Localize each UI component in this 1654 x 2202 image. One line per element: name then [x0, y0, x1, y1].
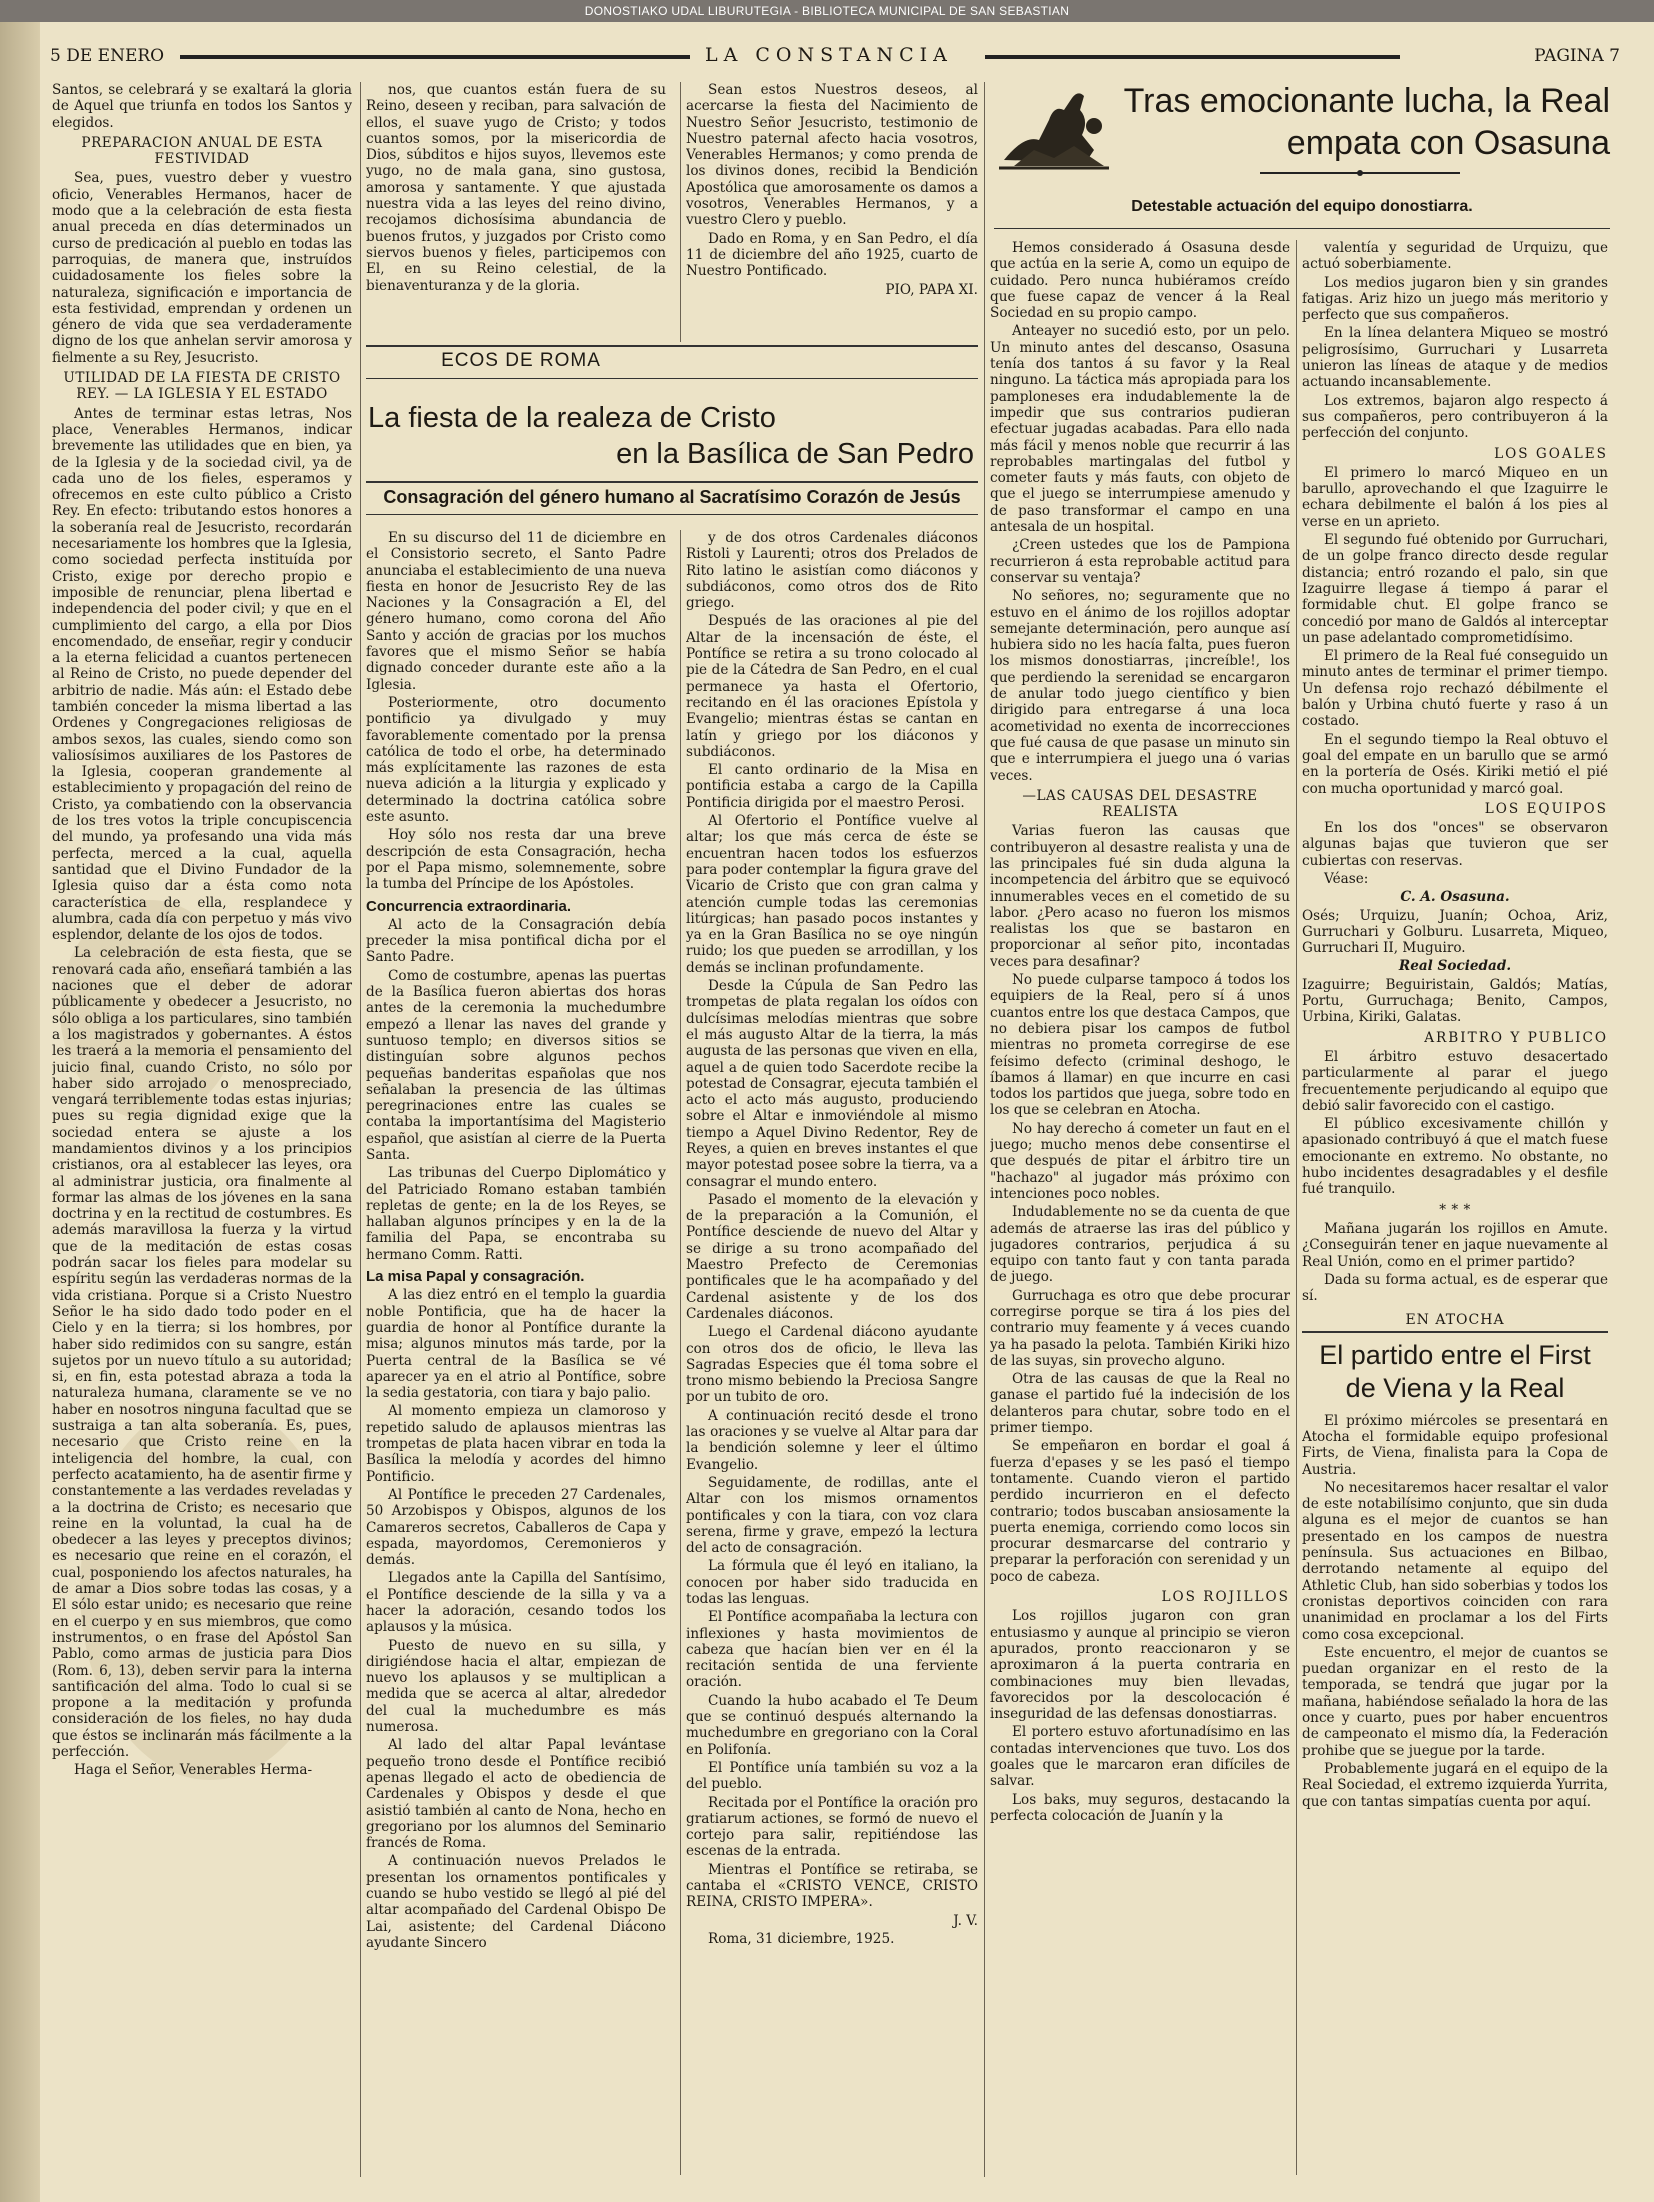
dateline: Roma, 31 diciembre, 1925. [708, 1930, 895, 1947]
headline-rule [366, 481, 978, 483]
paragraph: No puede culparse tampoco á todos los equipiers de la Real, pero sí á unos cuantos entre los que destaca Campos, que no debiera pisar los campos de futbol mientras no prometa corregirse de ese feísimo defecto (criminal deshogo, le íbamos á llamar) en que incurre en casi todos los partidos que juega, sobre todo en los que se celebran en Atocha. [990, 972, 1290, 1119]
paragraph: A continuación recitó desde el trono las oraciones y se vuelve al Altar para dar la bendición solemne y leer el último Evangelio. [686, 1407, 978, 1473]
paragraph: Sea, pues, vuestro deber y vuestro oficio, Venerables Hermanos, hacer de modo que a la celebración de esta fiesta anual preceda en días determinados un curso de predicación al pueblo en todas las parroquias, de manera que, instruídos cuidadosamente los fieles sobre la naturaleza, significación e importancia de esta festividad, emprendan y ordenen un género de vida que sea verdaderamente digno de los que anhelan servir amorosa y fielmente a su Rey, Jesucristo. [52, 170, 352, 366]
section-heading: LOS ROJILLOS [1161, 1589, 1290, 1606]
paragraph: y de dos otros Cardenales diáconos Ristoli y Laurenti; otros dos Prelados de Rito latino le asistían como diáconos y subdiáconos, como otros dos de Rito griego. [686, 530, 978, 612]
paragraph: A las diez entró en el templo la guardia noble Pontificia, que ha de hacer la guardia de honor al Pontífice durante la misa; algunos minutos más tarde, por la Puerta central de la Basílica se vé aparecer ya en el atrio al Pontífice, sobre la sedia gestatoria, con tiara y bajo palio. [366, 1287, 666, 1402]
paragraph: No necesitaremos hacer resaltar el valor de este notabilísimo conjunto, que sin duda alguna es el mejor de cuantos se han presentado en los campos de nuestra península. Sus actuaciones en Bilbao, derrotando netamente al equipo del Athletic Club, han sido soberbias y todos los cronistas deportivos coinciden con rara unanimidad en proclamar a los del Firts como cosa excepcional. [1302, 1479, 1608, 1643]
paragraph: Seguidamente, de rodillas, ante el Altar con los mismos ornamentos pontificales y con la tiara, con voz clara serena, firme y grave, empezó la lectura del acto de consagración. [686, 1474, 978, 1557]
paragraph: Mañana jugarán los rojillos en Amute. ¿Conseguirán tener en jaque nuevamente al Real Unión, como en el primer partido? [1302, 1220, 1608, 1270]
paragraph: Después de las oraciones al pie del Altar de la incensación de éste, el Pontífice se retira a su trono colocado al pie de la Cátedra de San Pedro, en el cual permanece ya hasta el Ofertorio, recitando en él las oraciones Epístola y Evangelio; mientras éstas se cantan en latín y griego por los diáconos y subdiáconos. [686, 613, 978, 760]
column-rule [984, 82, 985, 2177]
page-binding-edge [0, 0, 40, 2202]
paragraph: Véase: [1324, 870, 1369, 887]
page-number: PAGINA 7 [1534, 46, 1620, 66]
lineup-osasuna [1302, 889, 1608, 956]
paragraph: Posteriormente, otro documento pontificio ya divulgado y muy favorablemente comentado por la prensa católica de todo el orbe, ha determinado más explícitamente las razones de esta nueva adición a la liturgia y explicado y determinado la doctrina católica sobre este asunto. [366, 694, 666, 826]
paragraph: Luego el Cardenal diácono ayudante con otros dos de oficio, le lleva las Sagradas Especies que él toma sobre el trono mismo bebiendo la Preciosa Sangre por un tubito de oro. [686, 1324, 978, 1406]
separator-stars: * * * [1439, 1201, 1471, 1218]
paragraph: A continuación nuevos Prelados le presentan los ornamentos pontificales y cuando se hubo vestido se llegó al pié del altar acompañado del Cardenal Obispo De Lai, asistente; del Cardenal Diácono ayudante Sincero [366, 1853, 666, 1951]
paragraph: Dada su forma actual, es de esperar que sí. [1302, 1271, 1608, 1305]
paragraph: ¿Creen ustedes que los de Pampiona recurrieron á esta reprobable actitud para conservar su ventaja? [990, 537, 1290, 586]
headline-rule [366, 514, 978, 515]
paragraph: Hemos considerado á Osasuna desde que actúa en la serie A, como un equipo de cuidado. Pero nunca hubiéramos creído que fuese capaz de vencer á la Real Sociedad en su propio campo. [990, 240, 1290, 322]
ornament-rule [1260, 168, 1460, 178]
paragraph: Varias fueron las causas que contribuyeron al desastre realista y una de las principales fué sin duda alguna la incompetencia del árbitro que se equivocó innumerables veces en el cometido de su labor. ¿Pero acaso no fueron los mismos realistas los que se bastaron en proporcionar al señor pito, incontadas veces para desafinar? [990, 823, 1290, 970]
headline-line: La fiesta de la realeza de Cristo [368, 402, 776, 434]
paragraph: Al lado del altar Papal levántase pequeño trono desde el Pontífice recibió apenas llegado el acto de obediencia de Cardenales y Obispos y desde el que asistió también al canto de Nona, hecho en gregoriano por los alumnos del Seminario francés de Roma. [366, 1737, 666, 1852]
sports-headline: Tras emocionante lucha, la Real empata con Osasuna [1123, 82, 1610, 162]
headline-rule [994, 228, 1610, 229]
paragraph: La celebración de esta fiesta, que se renovará cada año, enseñará también a las naciones que el deber de adorar públicamente y obedecer a Jesucristo, no sólo obliga a los particulares, sino también a los magistrados y gobernantes. A éstos les traerá a la memoria el pensamiento del juicio final, cuando Cristo, no sólo por haber sido arrojado o menospreciado, vengará terriblemente todas estas injurias; pues su regia dignidad exige que la sociedad entera se ajuste a los mandamientos divinos y a los principios cristianos, ora al establecer las leyes, ora al administrar justicia, ora finalmente al formar las almas de los jóvenes en la sana doctrina y en la rectitud de costumbres. Es además maravillosa la fuerza y la virtud que de la meditación de estas cosas podrán sacar los fieles para modelar su espíritu según las verdaderas normas de la vida cristiana. Porque si a Cristo Nuestro Señor le ha sido dado todo poder en el Cielo y en la tierra; si los hombres, por haber sido redimidos con su sangre, están sujetos por un nuevo título a su autoridad; si, en fin, esta potestad abraza a toda la naturaleza humana, claramente se ve no haber en nosotros ninguna facultad que se sustraiga a tan alta soberanía. Es, pues, necesario que Cristo reine en la inteligencia del hombre, la cual, con perfecto acatamiento, ha de asentir firme y constantemente a las verdades reveladas y a la doctrina de Cristo; es necesario que reine en la voluntad, la cual ha de obedecer a las leyes y preceptos divinos; es necesario que reine en el corazón, el cual, posponiendo los afectos naturales, ha de amar a Dios sobre todas las cosas, y a El sólo estar unido; es necesario que reine en el cuerpo y en sus miembros, que como instrumentos, o en frase del Apóstol San Pablo, como armas de justicia para Dios (Rom. 6, 13), deben servir para la interna santificación del alma. Todo lo cual si se propone a la meditación y profunda consideración de los fieles, no hay duda que éstos se inclinarán más fácilmente a la perfección. [52, 945, 352, 1760]
paragraph: Pasado el momento de la elevación y de la preparación a la Comunión, el Pontífice desciende de nuevo del Altar y se dirige a su trono acompañado del Maestro Prefecto de Ceremonias pontificales que le ha acompañado y del Cardenal asistente y de los dos Cardenales diáconos. [686, 1191, 978, 1322]
section-title: ECOS DE ROMA [441, 350, 601, 371]
paragraph: Otra de las causas de que la Real no ganase el partido fué la indecisión de los delanteros para chutar, sobre todo en el primer tiempo. [990, 1371, 1290, 1437]
masthead-rule [985, 55, 1400, 59]
paragraph: El primero de la Real fué conseguido un minuto antes de terminar el primer tiempo. Un defensa rojo rechazó débilmente el balón y Urbina chutó fuerte y raso á un costado. [1302, 648, 1608, 730]
column-encyclical-closing [686, 82, 978, 342]
paragraph: Mientras el Pontífice se retiraba, se cantaba el «CRISTO VENCE, CRISTO REINA, CRISTO IMPERA». [686, 1861, 978, 1911]
paragraph: En los dos "onces" se observaron algunas bajas que tuvieron que ser cubiertas con reservas. [1302, 820, 1608, 869]
column-encyclical-end [52, 82, 352, 2177]
paragraph: Gurruchaga es otro que debe procurar corregirse porque se tira á los pies del contrario muy feamente y á veces cuando ya ha pasado la pelota. También Kiriki hizo de las suyas, sin provecho alguno. [990, 1287, 1290, 1369]
paragraph: Como de costumbre, apenas las puertas de la Basílica fueron abiertas dos horas antes de la ceremonia la muchedumbre empezó a llenar las naves del grande y suntuoso templo; en diversos sitios se distinguían sobre algunos pechos pequeñas banderitas españolas que nos señalaban la presencia de las últimas peregrinaciones entre las cuales se contaba la importantísima del Magisterio español, que asistían al cierre de la Puerta Santa. [366, 967, 666, 1163]
column-rule [1296, 240, 1297, 2175]
issue-date: 5 DE ENERO [50, 46, 165, 66]
paragraph: Los medios jugaron bien y sin grandes fatigas. Ariz hizo un juego más meritorio y perfecto que sus compañeros. [1302, 274, 1608, 324]
masthead [50, 42, 1620, 72]
paragraph: Puesto de nuevo en su silla, y dirigiéndose hacia el altar, empiezan de nuevo los aplausos y se multiplican a medida que se acerca al altar, alrededor del cual la muchedumbre es más numerosa. [366, 1637, 666, 1736]
sports-subheadline: Detestable actuación del equipo donostiarra. [1131, 198, 1473, 215]
masthead-rule [180, 55, 690, 59]
paragraph: Los extremos, bajaron algo respecto á sus compañeros, pero contribuyeron á la perfección del conjunto. [1302, 392, 1608, 442]
section-heading: LOS GOALES [1494, 445, 1608, 462]
paragraph: Probablemente jugará en el equipo de la Real Sociedad, el extremo izquierda Yurrita, que con tantas simpatías cuenta por aquí. [1302, 1760, 1608, 1810]
paragraph: El Pontífice unía también su voz a la del pueblo. [686, 1759, 978, 1793]
paragraph: La fórmula que él leyó en italiano, la conocen por haber sido traducida en todas las lenguas. [686, 1558, 978, 1607]
lineup-real-sociedad [1302, 958, 1608, 1025]
section-heading: PREPARACION ANUAL DE ESTA FESTIVIDAD [81, 134, 323, 168]
paragraph: Anteayer no sucedió esto, por un pelo. Un minuto antes del descanso, Osasuna tenía dos tantos á su favor y la Real ninguno. La táctica más apropiada para los pamploneses era indudablemente la de impedir que sus contrarios pudieran efectuar jugadas acabadas. Para ello nada más fácil y menos noble que recurrir á las reprobables martingalas del futbol y cometer fauts y más fauts, con objeto de que el juego se interrumpiese amenudo y de paso transformar el campo en una antesala de un hospital. [990, 323, 1290, 536]
paragraph: El próximo miércoles se presentará en Atocha el formidable equipo profesional Firts, de Viena, finalista para la Copa de Austria. [1302, 1412, 1608, 1478]
column-football-report [990, 240, 1290, 2175]
paragraph: Recitada por el Pontífice la oración pro gratiarum actiones, se formó de nuevo el cortejo para salir, repitiéndose las escenas de la entrada. [686, 1794, 978, 1860]
paragraph: Dado en Roma, y en San Pedro, el día 11 de diciembre del año 1925, cuarto de Nuestro Pontificado. [686, 230, 978, 280]
paragraph: El primero lo marcó Miqueo en un barullo, aprovechando el que Izaguirre le echara debilmente el balón á los pies al verse en un aprieto. [1302, 464, 1608, 530]
paragraph: Cuando la hubo acabado el Te Deum que se continuó después alternando la muchedumbre en gregoriano con la Coral en Polifonía. [686, 1692, 978, 1758]
section-heading: ARBITRO Y PUBLICO [1424, 1029, 1608, 1046]
column-rule [360, 82, 361, 2177]
football-players-illustration [994, 80, 1114, 172]
paragraph: Este encuentro, el mejor de cuantos se puedan organizar en el resto de la temporada, se tendrá que jugar por la mañana, habiéndose señalado la hora de las once y cuarto, pues por haber encuentros de campeonato el mismo día, la Federación prohibe que se juegue por la tarde. [1302, 1644, 1608, 1759]
signature: PIO, PAPA XI. [885, 281, 978, 298]
team-lineup: Osés; Urquizu, Juanín; Ochoa, Ariz, Gurruchari y Golburu. Lusarreta, Miqueo, Gurruchari II, Muguiro. [1302, 907, 1608, 957]
paragraph: nos, que cuantos están fuera de su Reino, deseen y reciban, para salvación de ellos, el suave yugo de Cristo; y todos cuantos somos, por la misericordia de Dios, súbditos e hijos suyos, llevemos este yugo, no de mala gana, sino gustosa, amorosa y santamente. Y que ajustada nuestra vida a las leyes del reino divino, recojamos dichosísima abundancia de buenos frutos, y juzgados por Cristo como siervos buenos y fieles, participemos con El, en su Reino celestial, de la bienaventuranza y de la gloria. [366, 82, 666, 294]
section-heading: LOS EQUIPOS [1484, 800, 1608, 817]
paragraph: Indudablemente no se da cuenta de que además de atraerse las iras del público y jugadores contrarios, perjudica á su equipo con tanto faut y con tanta parada de juego. [990, 1204, 1290, 1286]
paragraph: No señores, no; seguramente que no estuvo en el ánimo de los rojillos adoptar semejante determinación, pero aunque así hubiera sido no les hacía falta, pues fueron los mismos donostiarras, ¡increíble!, los que perdiendo la serenidad se encargaron de anular todo juego científico y bien dirigido para entregarse á una loca acometividad no exenta de incorrecciones que fué causa de que pasase un minuto sin que e interrumpiera el juego una ó varias veces. [990, 588, 1290, 784]
column-rome-article [366, 530, 666, 2175]
paragraph: En la línea delantera Miqueo se mostró peligrosísimo, Gurruchari y Lusarreta unieron las líneas de ataque y de medios actuando incansablemente. [1302, 325, 1608, 391]
team-name: Real Sociedad. [1398, 958, 1512, 975]
paragraph: En su discurso del 11 de diciembre en el Consistorio secreto, el Santo Padre anunciaba el establecimiento de una nueva fiesta en honor de Jesucristo Rey de las Naciones y la Consagración a El, del género humano, como corona del Año Santo y acción de gracias por los muchos favores que el mismo Señor se había dignado conceder durante este año a la Iglesia. [366, 530, 666, 693]
section-heading: —LAS CAUSAS DEL DESASTRE REALISTA [1022, 787, 1258, 821]
paragraph: Las tribunas del Cuerpo Diplomático y del Patriciado Romano estaban también repletas de gente; en la de los Reyes, se hallaban algunos príncipes y en la de la familia del Papa, se encontraba su hermano Comm. Ratti. [366, 1165, 666, 1263]
paragraph: El segundo fué obtenido por Gurruchari, de un golpe franco directo desde regular distancia; entró rozando el palo, sin que Izaguirre llegase á tiempo á parar el formidable chut. El golpe franco se concedió por mano de Galdós al interceptar un pase adelantado comprometidísimo. [1302, 532, 1608, 646]
archive-banner: DONOSTIAKO UDAL LIBURUTEGIA - BIBLIOTECA MUNICIPAL DE SAN SEBASTIAN [0, 0, 1654, 22]
section-heading: Concurrencia extraordinaria. [366, 897, 572, 915]
team-name: C. A. Osasuna. [1400, 889, 1510, 906]
section-rule [366, 378, 978, 379]
author-signature: J. V. [953, 1912, 978, 1929]
paragraph: El Pontífice acompañaba la lectura con inflexiones y hasta movimientos de cabeza que hacían bien ver en él la recitación sentida de una ferviente oración. [686, 1609, 978, 1691]
paragraph: Al momento empieza un clamoroso y repetido saludo de aplausos mientras las trompetas de plata hacen vibrar en toda la Basílica la melodía y acordes del himno Pontificio. [366, 1403, 666, 1485]
newspaper-title: LA CONSTANCIA [705, 44, 953, 66]
paragraph: Sean estos Nuestros deseos, al acercarse la fiesta del Nacimiento de Nuestro Señor Jesucristo, testimonio de Nuestro paternal afecto hacia vosotros, Venerables Hermanos; y como prenda de los divinos dones, recibid la Bendición Apostólica que amorosamente os damos a vosotros, Venerables Hermanos, y a vuestro Clero y pueblo. [686, 82, 978, 229]
article-headline [368, 400, 974, 472]
paragraph: Al Ofertorio el Pontífice vuelve al altar; los que más cerca de éste se encuentran hacen todos los esfuerzos para poder contemplar la figura grave del Vicario de Cristo que con gran calma y atención cumple todas las ceremonias litúrgicas; han pasado pocos instantes y ya en la Gran Basílica no se oye ningún ruido; los que pueden se arrodillan, y los demás se inclinan profundamente. [686, 813, 978, 976]
paragraph: El canto ordinario de la Misa en pontificia estaba a cargo de la Capilla Pontificia dirigida por el maestro Perosi. [686, 762, 978, 811]
column-football-report-continued [1302, 240, 1608, 2175]
article-headline: El partido entre el First de Viena y la Real [1319, 1339, 1591, 1403]
paragraph: Los rojillos jugaron con gran entusiasmo y aunque al principio se vieron apurados, pronto reaccionaron y se aproximaron á la puerta contraria en combinaciones muy bien llevadas, favorecidos por la descolocación é inseguridad de las defensas donostiarras. [990, 1608, 1290, 1723]
section-rule [1302, 1331, 1608, 1333]
paragraph: Los baks, muy seguros, destacando la perfecta colocación de Juanín y la [990, 1791, 1290, 1824]
paragraph: Antes de terminar estas letras, Nos place, Venerables Hermanos, indicar brevemente las utilidades que en bien, ya de la Iglesia y de la sociedad civil, ya de cada uno de los fieles, esperamos y ofrecemos en este culto público a Cristo Rey. En efecto: tributando estos honores a la soberanía real de Jesucristo, recordarán necesariamente los hombres que la Iglesia, como sociedad perfecta instituída por Cristo, exige por derecho propio e imposible de renunciar, plena libertad e independencia del poder civil; y que en el cumplimiento del cargo, a ella por Dios encomendado, de enseñar, regir y conducir a la eterna felicidad a cuantos pertenecen al Reino de Cristo, no puede depender del arbitrio de nadie. Más aún: el Estado debe también conceder la misma libertad a las Ordenes y Congregaciones religiosas de ambos sexos, las cuales, siendo como son valiosísimos auxiliares de los Pastores de la Iglesia, cooperan grandemente al establecimiento y propagación del reino de Cristo, ya combatiendo con la observancia de los tres votos la triple concupiscencia del mundo, ya profesando una vida más perfecta, merced a la cual, aquella santidad que el Divino Fundador de la Iglesia quiso dar a ésta como nota característica de ella, resplandece y alumbra, cada día con perpetuo y más vivo esplendor, delante de los ojos de todos. [52, 405, 352, 944]
team-lineup: Izaguirre; Beguiristain, Galdós; Matías, Portu, Gurruchaga; Benito, Campos, Urbina, Kiriki, Galatas. [1302, 976, 1608, 1026]
paragraph: En el segundo tiempo la Real obtuvo el goal del empate en un barullo que se armó en la portería de Osés. Kiriki metió el pié con mucha oportunidad y marcó goal. [1302, 731, 1608, 797]
column-rome-article-continued [686, 530, 978, 2175]
paragraph: El público excesivamente chillón y apasionado contribuyó á que el match fuese emocionante en extremo. No obstante, no hubo incidentes desagradables y el desfile fué tranquilo. [1302, 1116, 1608, 1198]
paragraph: Se empeñaron en bordar el goal á fuerza d'epases y se les pasó el tiempo tontamente. Cuando vieron el partido perdido incurrieron en el defecto contrario; todos buscaban ansiosamente la puerta enemiga, corriendo como locos sin procurar desmarcarse del contrario y preparar la perforación con serenidad y un poco de cabeza. [990, 1438, 1290, 1585]
section-heading: UTILIDAD DE LA FIESTA DE CRISTO REY. — LA IGLESIA Y EL ESTADO [63, 370, 341, 403]
section-heading: La misa Papal y consagración. [366, 1268, 585, 1286]
column-rule [680, 82, 681, 342]
column-rule [680, 530, 681, 2175]
article-subheadline: Consagración del género humano al Sacratísimo Corazón de Jesús [383, 487, 961, 507]
paragraph: El portero estuvo afortunadísimo en las contadas intervenciones que tuvo. Los dos goales que le marcaron eran difíciles de salvar. [990, 1724, 1290, 1790]
paragraph: El árbitro estuvo desacertado particularmente al parar el juego frecuentemente perjudicando al equipo que debió salir favorecido con el castigo. [1302, 1048, 1608, 1114]
headline-line: en la Basílica de San Pedro [616, 438, 974, 470]
column-encyclical-continued [366, 82, 666, 332]
paragraph: Llegados ante la Capilla del Santísimo, el Pontífice desciende de la silla y va a hacer la adoración, cesando todos los aplausos y la música. [366, 1570, 666, 1636]
paragraph: Haga el Señor, Venerables Herma- [74, 1762, 313, 1779]
paragraph: Santos, se celebrará y se exaltará la gloria de Aquel que triunfa en todos los Santos y elegidos. [52, 82, 352, 131]
paragraph: Al Pontífice le preceden 27 Cardenales, 50 Arzobispos y Obispos, algunos de los Camareros secretos, Caballeros de Capa y espada, mayordomos, Ceremonieros y demás. [366, 1486, 666, 1569]
paragraph: Al acto de la Consagración debía preceder la misa pontifical dicha por el Santo Padre. [366, 916, 666, 966]
section-title: EN ATOCHA [1405, 1312, 1505, 1329]
paragraph: Desde la Cúpula de San Pedro las trompetas de plata regalan los oídos con dulcísimas melodías mientras que sobre el más augusto Altar de la tierra, la más augusta de las personas que viven en ella, aquel a de quien todo Sacerdote recibe la potestad de Consagrar, ejecuta también el acto el acto más augusto, produciendo sobre el Altar e inmoviéndole al mismo tiempo a Aquel Divino Redentor, Rey de Reyes, a quien en breves instantes el que mayor potestad posee sobre la tierra, va a consagrar el mundo entero. [686, 978, 978, 1190]
paragraph: valentía y seguridad de Urquizu, que actuó soberbiamente. [1302, 240, 1608, 273]
section-rule [366, 345, 978, 347]
paragraph: Hoy sólo nos resta dar una breve descripción de esta Consagración, hecha por el Papa mismo, solemnemente, sobre la tumba del Príncipe de los Apóstoles. [366, 827, 666, 893]
paragraph: No hay derecho á cometer un faut en el juego; mucho menos debe consentirse el que después de pitar el árbitro tire un "hachazo" al jugador más próximo con intenciones poco nobles. [990, 1120, 1290, 1202]
